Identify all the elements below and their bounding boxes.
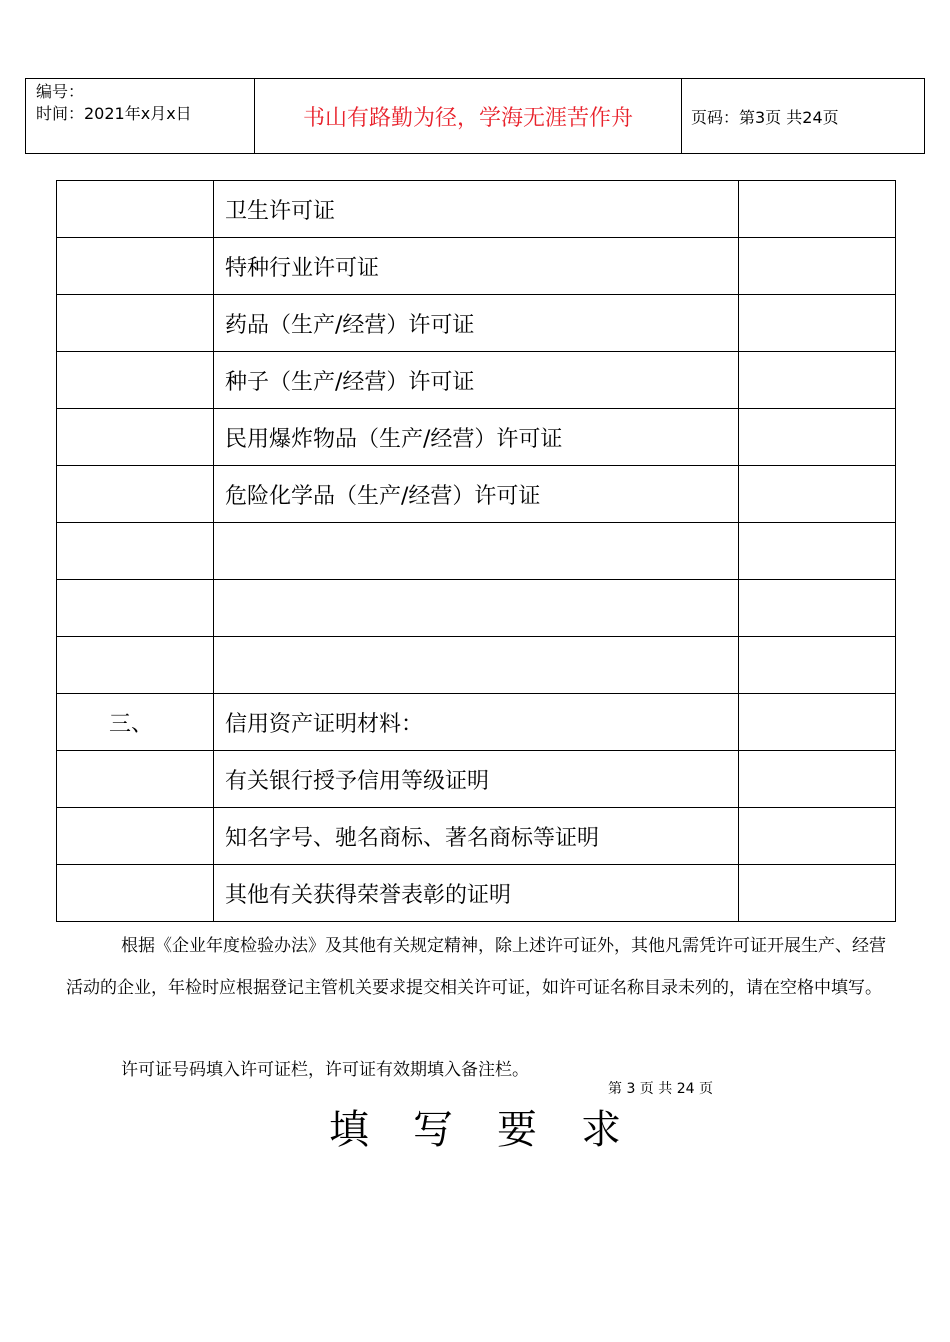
row-section-cell: 三、 <box>57 694 214 751</box>
document-number-label: 编号： <box>36 82 85 101</box>
table-row <box>57 523 896 580</box>
header-info-cell <box>26 79 255 153</box>
row-section-cell <box>57 808 214 865</box>
table-row <box>57 865 896 922</box>
row-section-cell <box>57 865 214 922</box>
row-remark-cell <box>739 295 896 352</box>
instruction-paragraph: 根据《企业年度检验办法》及其他有关规定精神，除上述许可证外，其他凡需凭许可证开展生产、经营活动的企业，年检时应根据登记主管机关要求提交相关许可证，如许可证名称目录未列的，请在空格中填写。 <box>66 936 886 998</box>
page-header <box>25 78 925 154</box>
row-name-cell <box>214 637 739 694</box>
row-section-cell <box>57 352 214 409</box>
table-row <box>57 238 896 295</box>
table-row <box>57 466 896 523</box>
page-number: 第 3 页 共 24 页 <box>608 1081 713 1097</box>
row-name-cell: 知名字号、驰名商标、著名商标等证明 <box>214 808 739 865</box>
row-section-cell <box>57 295 214 352</box>
table-row <box>57 409 896 466</box>
row-name-cell: 危险化学品（生产/经营）许可证 <box>214 466 739 523</box>
row-name-cell: 信用资产证明材料： <box>214 694 739 751</box>
table-row <box>57 181 896 238</box>
row-section-cell <box>57 409 214 466</box>
row-name-cell <box>214 580 739 637</box>
row-remark-cell <box>739 466 896 523</box>
table-row <box>57 751 896 808</box>
row-name-cell: 种子（生产/经营）许可证 <box>214 352 739 409</box>
row-section-cell <box>57 751 214 808</box>
row-section-cell <box>57 181 214 238</box>
table-row <box>57 637 896 694</box>
row-remark-cell <box>739 694 896 751</box>
row-name-cell: 特种行业许可证 <box>214 238 739 295</box>
license-table <box>56 180 896 922</box>
row-remark-cell <box>739 637 896 694</box>
row-name-cell: 其他有关获得荣誉表彰的证明 <box>214 865 739 922</box>
instruction-paragraph-2: 许可证号码填入许可证栏，许可证有效期填入备注栏。 <box>121 1060 529 1080</box>
row-remark-cell <box>739 751 896 808</box>
row-name-cell: 卫生许可证 <box>214 181 739 238</box>
table-row <box>57 808 896 865</box>
table-row <box>57 352 896 409</box>
document-time-label: 时间：2021年x月x日 <box>36 104 192 123</box>
row-name-cell <box>214 523 739 580</box>
row-section-cell <box>57 580 214 637</box>
table-row <box>57 694 896 751</box>
row-remark-cell <box>739 523 896 580</box>
header-motto: 书山有路勤为径，学海无涯苦作舟 <box>255 79 682 153</box>
table-row <box>57 295 896 352</box>
table-row <box>57 580 896 637</box>
row-section-cell <box>57 637 214 694</box>
row-remark-cell <box>739 580 896 637</box>
row-name-cell: 有关银行授予信用等级证明 <box>214 751 739 808</box>
row-remark-cell <box>739 808 896 865</box>
row-remark-cell <box>739 352 896 409</box>
row-remark-cell <box>739 181 896 238</box>
row-name-cell: 药品（生产/经营）许可证 <box>214 295 739 352</box>
row-section-cell <box>57 238 214 295</box>
row-section-cell <box>57 523 214 580</box>
header-page-label: 页码：第3页 共24页 <box>691 107 839 127</box>
row-name-cell: 民用爆炸物品（生产/经营）许可证 <box>214 409 739 466</box>
section-heading: 填写要求 <box>329 1107 665 1153</box>
row-remark-cell <box>739 238 896 295</box>
row-remark-cell <box>739 409 896 466</box>
row-remark-cell <box>739 865 896 922</box>
row-section-cell <box>57 466 214 523</box>
